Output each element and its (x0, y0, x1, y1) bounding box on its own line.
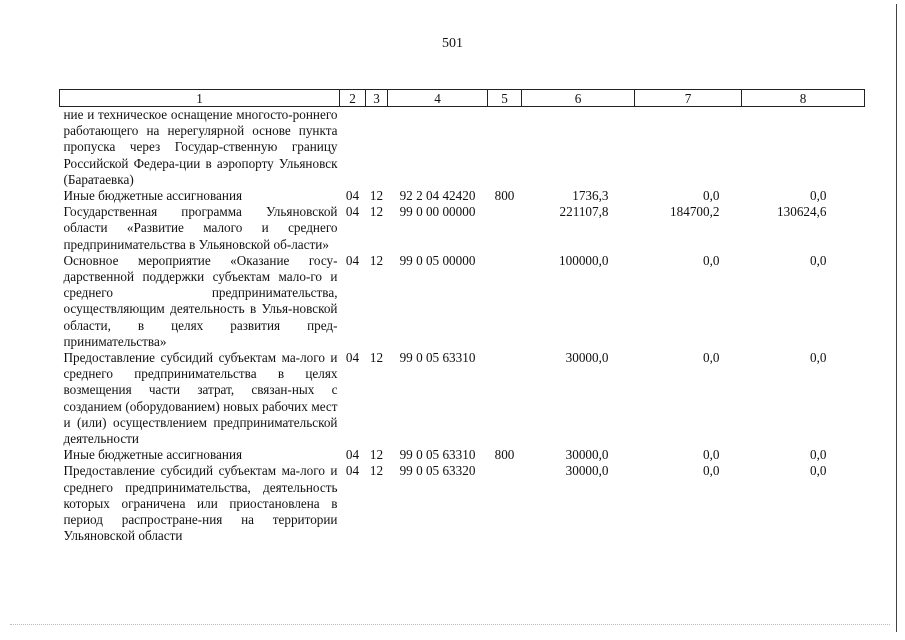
row-value-8: 0,0 (810, 463, 827, 479)
row-expense-type (488, 253, 522, 350)
row-value-8 (742, 107, 865, 189)
row-expense-type (488, 463, 522, 544)
row-expense-type (488, 350, 522, 447)
row-subsection-code: 12 (369, 188, 384, 204)
row-section-code: 04 (345, 447, 360, 463)
row-value-6: 100000,0 (559, 252, 609, 268)
column-header: 7 (635, 90, 742, 107)
row-value-6: 1736,3 (572, 188, 609, 204)
row-value-7: 0,0 (703, 350, 720, 366)
row-name: ние и техническое оснащение многосто-роннего работающего на нерегулярной основе пункта пропуска через Государ-ственную границу Российской Федера-ции в аэропорту Ульяновск (Баратаевка) (63, 107, 338, 187)
row-value-7: 0,0 (703, 188, 720, 204)
row-value-7: 0,0 (703, 252, 720, 268)
row-target-code: 99 0 05 63310 (399, 447, 476, 463)
row-value-7: 184700,2 (670, 204, 720, 220)
row-subsection-code: 12 (369, 463, 384, 479)
table-row (60, 447, 865, 463)
row-section-code: 04 (345, 204, 360, 220)
table-row (60, 253, 865, 350)
column-header: 5 (488, 90, 522, 107)
row-value-8: 0,0 (810, 447, 827, 463)
row-target-code: 99 0 05 63310 (399, 350, 476, 366)
row-value-7: 0,0 (703, 447, 720, 463)
row-value-8: 130624,6 (777, 204, 827, 220)
row-target-code: 99 0 00 00000 (399, 204, 476, 220)
row-subsection-code: 12 (369, 252, 384, 268)
table-row (60, 204, 865, 253)
row-expense-type (488, 204, 522, 253)
row-section-code: 04 (345, 252, 360, 268)
row-value-7 (635, 107, 742, 189)
row-value-6 (522, 107, 635, 189)
row-target-code: 99 0 05 00000 (399, 252, 476, 268)
column-header: 4 (388, 90, 488, 107)
row-name: Иные бюджетные ассигнования (63, 188, 243, 204)
row-name: Государственная программа Ульяновской области «Развитие малого и среднего предпринимательства в Ульяновской об-ласти» (63, 204, 338, 252)
column-header: 3 (366, 90, 388, 107)
row-value-8: 0,0 (810, 252, 827, 268)
row-name: Предоставление субсидий субъектам ма-лого и среднего предпринимательства, деятельность которых ограничена или приостановлена в период распростране-ния на территории Ульяновской области (63, 463, 338, 544)
row-name: Основное мероприятие «Оказание госу-дарственной поддержки субъектам мало-го и среднего предпринимательства, осуществляющим деятельность в Улья-новской области, в целях развития пред-принимательства» (63, 252, 338, 349)
row-value-8: 0,0 (810, 350, 827, 366)
column-header: 6 (522, 90, 635, 107)
row-section-code (340, 107, 366, 189)
row-target-code (388, 107, 488, 189)
row-target-code: 99 0 05 63320 (399, 463, 476, 479)
row-value-6: 30000,0 (565, 463, 609, 479)
row-value-6: 30000,0 (565, 350, 609, 366)
budget-table (59, 89, 865, 544)
row-section-code: 04 (345, 188, 360, 204)
row-expense-type (488, 107, 522, 189)
column-header: 8 (742, 90, 865, 107)
table-row (60, 107, 865, 189)
row-value-6: 221107,8 (559, 204, 609, 220)
row-name: Предоставление субсидий субъектам ма-лого и среднего предпринимательства в целях возмещения части затрат, связан-ных с созданием (оборудованием) новых рабочих мест и (или) осуществлением предпринимательской деятельности (63, 350, 338, 447)
table-header-row (60, 90, 865, 107)
column-header: 1 (60, 90, 340, 107)
row-section-code: 04 (345, 350, 360, 366)
row-target-code: 92 2 04 42420 (399, 188, 476, 204)
column-header: 2 (340, 90, 366, 107)
row-value-7: 0,0 (703, 463, 720, 479)
scan-edge-line (10, 624, 890, 627)
row-subsection-code: 12 (369, 447, 384, 463)
table-row (60, 188, 865, 204)
row-expense-type: 800 (494, 188, 515, 204)
row-subsection-code (366, 107, 388, 189)
row-expense-type: 800 (494, 447, 515, 463)
table-row (60, 463, 865, 544)
row-name: Иные бюджетные ассигнования (63, 447, 243, 463)
row-section-code: 04 (345, 463, 360, 479)
row-subsection-code: 12 (369, 204, 384, 220)
row-subsection-code: 12 (369, 350, 384, 366)
page-number: 501 (442, 36, 463, 51)
row-value-8: 0,0 (810, 188, 827, 204)
table-row (60, 350, 865, 447)
row-value-6: 30000,0 (565, 447, 609, 463)
